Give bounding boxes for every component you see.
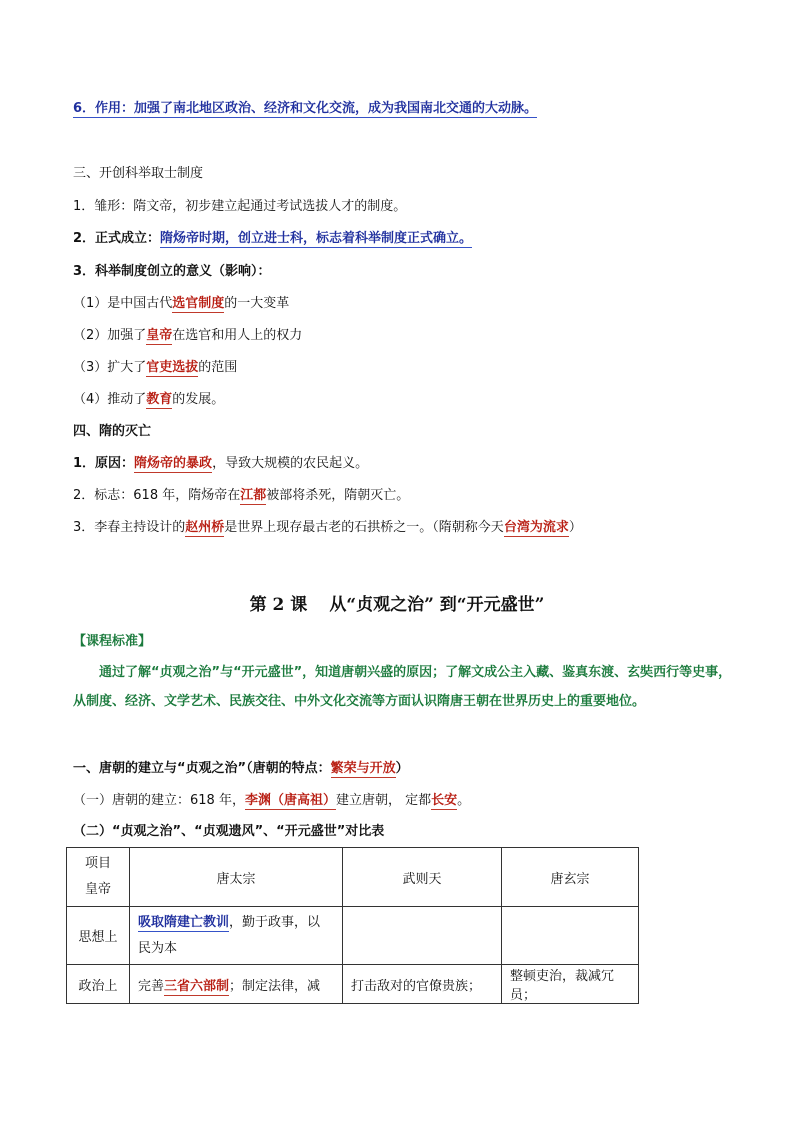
sec1-c: ） [395,761,409,776]
sub1-c: 建立唐朝， 定都 [335,793,432,808]
sub1-e: 。 [457,793,471,808]
cell [130,965,343,1004]
sig2-b: 皇帝 [146,328,173,343]
s3-item2 [73,229,472,249]
s4-item3-c: 是世界上现存最古老的石拱桥之一。（隋朝称今天 [224,520,504,535]
section3-title: 三、开创科举取士制度 [73,166,204,181]
section4-title: 四、隋的灭亡 [73,424,152,439]
standard-text: 通过了解“贞观之治”与“开元盛世”，知道唐朝兴盛的原因；了解文成公主入藏、鉴真东渡、玄奘西行等史事，从制度、经济、文学艺术、民族交往、中外文化交流等方面认识隋唐王朝在世界历史上的重要地位。 [73,665,732,709]
s4-item3-a: 3．李春主持设计的 [73,520,186,535]
cell-text: ；制定法律，减 [229,978,321,994]
cell: 打击敌对的官僚贵族； [343,965,502,1004]
cell-text: 民为本 [138,940,178,956]
header-top: 项目 [84,856,111,871]
lesson-title [0,590,794,615]
row-label: 政治上 [67,965,130,1004]
sig3-a: （3）扩大了 [73,360,147,375]
sig4-c: 的发展。 [172,392,225,407]
cell: 整顿吏治，裁减冗员； [502,965,639,1004]
subsection2: （二）“贞观之治”、“贞观遗风”、“开元盛世”对比表 [73,824,385,839]
s4-item3 [73,518,582,538]
table-row [67,965,639,1004]
sig3-b: 官吏选拔 [146,360,199,375]
table-row [67,907,639,965]
sig1-a: （1）是中国古代 [73,296,173,311]
section1-title [73,759,409,779]
lesson-number: 第 2 课 [249,595,308,615]
sig2-c: 在选官和用人上的权力 [172,328,303,343]
col-header-3: 唐玄宗 [502,848,639,907]
s4-item2 [73,486,409,506]
significance-4 [73,390,224,410]
significance-3 [73,358,237,378]
s3-item2-label: 2．正式成立： [73,231,161,246]
header-bottom: 皇帝 [84,882,111,897]
sig4-a: （4）推动了 [73,392,147,407]
sub1-d: 长安 [431,793,458,808]
sig1-b: 选官制度 [172,296,225,311]
lesson-name: 从“贞观之治” 到“开元盛世” [329,595,545,615]
sub1-b: 李渊（唐高祖） [244,793,336,808]
cell [343,907,502,965]
cell-text: 完善 [138,978,165,994]
s4-item3-d: 台湾为流求 [503,520,569,535]
s4-item1-value: 隋炀帝的暴政 [134,456,213,471]
s4-item2-b: 江都 [240,488,267,503]
s4-item1-label: 1．原因： [73,456,135,471]
item6-prefix: 6．作用： [73,101,135,116]
s4-item3-b: 赵州桥 [185,520,225,535]
s3-item1: 1．雏形：隋文帝，初步建立起通过考试选拔人才的制度。 [73,199,407,214]
s4-item2-c: 被部将杀死，隋朝灭亡。 [266,488,410,503]
cell [130,907,343,965]
s4-item2-a: 2．标志：618 年，隋炀帝在 [73,488,241,503]
significance-1 [73,294,289,314]
s4-item1 [73,454,368,474]
col-header-2: 武则天 [343,848,502,907]
comparison-table [66,847,639,1004]
sec1-a: 一、唐朝的建立与“贞观之治”（唐朝的特点： [73,761,331,776]
cell-highlight: 吸取隋建亡教训 [138,914,230,930]
sub1-a: （一）唐朝的建立：618 年， [73,793,245,808]
sig4-b: 教育 [146,392,173,407]
sig1-c: 的一大变革 [224,296,290,311]
s3-item3-label: 3．科举制度创立的意义（影响）： [73,264,271,279]
item6-line [73,99,537,119]
sig2-a: （2）加强了 [73,328,147,343]
significance-2 [73,326,302,346]
row-label: 思想上 [67,907,130,965]
header-corner [67,848,130,907]
subsection1 [73,791,470,811]
sec1-b: 繁荣与开放 [330,761,396,776]
s4-item1-rest: ，导致大规模的农民起义。 [212,456,369,471]
col-header-1: 唐太宗 [130,848,343,907]
s4-item3-e: ） [568,520,582,535]
cell-text: ，勤于政事，以 [229,914,321,930]
s3-item2-value: 隋炀帝时期，创立进士科，标志着科举制度正式确立。 [160,231,473,246]
cell [502,907,639,965]
cell-highlight: 三省六部制 [164,978,230,994]
table-row [67,848,639,907]
sig3-c: 的范围 [198,360,238,375]
standard-header: 【课程标准】 [73,634,152,649]
item6-text: 加强了南北地区政治、经济和文化交流，成为我国南北交通的大动脉。 [134,101,538,116]
